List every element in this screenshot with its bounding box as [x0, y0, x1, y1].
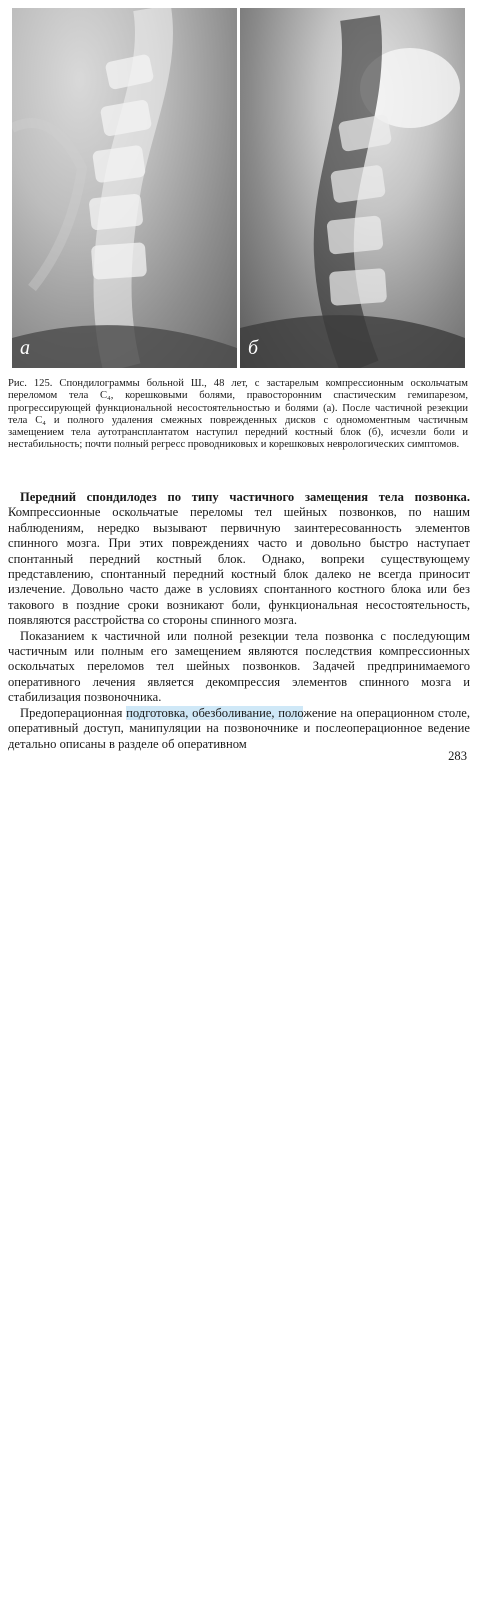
radiograph-panel-a [12, 8, 237, 368]
panel-b-label: б [248, 337, 259, 359]
paragraph-3-start: Предоперационная [20, 705, 127, 720]
section-heading: Передний спондилодез по типу частичного замещения тела позвонка. [20, 490, 470, 504]
radiograph-panel-b [240, 8, 465, 368]
paragraph-1 [8, 490, 470, 629]
page-number: 283 [448, 749, 467, 763]
paragraph-3 [8, 706, 470, 752]
panel-a-label: а [20, 337, 30, 359]
paragraph-1-text: Компрессионные оскольчатые переломы тел шейных позвонков, по нашим наблюдениям, нередко вызывают первичную заинтересованность элементов спинного мозга. При этих повреждениях часто и довольно быстро наступает спонтанный передний костный блок. Однако, вопреки существующему представлению, спонтанный передний костный блок далеко не всегда приносит излечение. Довольно часто даже в условиях спонтанного костного блока или без такового в поздние сроки возникают боли, функциональная несостоятельность, появляются расстройства со стороны спинного мозга. [8, 505, 470, 628]
spine-radiograph-a [12, 8, 237, 368]
paragraph-3-end: жение на операционном столе, оперативный доступ, манипуляции на позвоночнике и послеоперационное ведение детально описаны в разделе об оперативном [8, 705, 470, 751]
paragraph-2: Показанием к частичной или полной резекции тела позвонка с последующим частичным или полным его замещением являются последствия компрессионных оскольчатых переломов тел шейных позвонков. Задачей предпринимаемого оперативного лечения является декомпрессия элементов спинного мозга и стабилизация позвоночника. [8, 628, 470, 705]
figure-caption [8, 378, 468, 452]
spine-radiograph-b [240, 8, 465, 368]
caption-text: Рис. 125. Спондилограммы больной Ш., 48 лет, с застарелым компрессионным оскольчатым переломом тела C₄, корешковыми болями, правосторонним спастическим гемипарезом, прогрессирующей функциональной несостоятельностью и болями (а). После частичной резекции тела C₄ и полного удаления смежных поврежденных дисков с одномоментным частичным замещением тела аутотрансплантатом наступил передний костный блок (б), исчезли боли и нестабильность; почти полный регресс проводниковых и корешковых неврологических симптомов. [8, 378, 468, 451]
text-highlight[interactable]: подготовка, обезболивание, поло [126, 705, 304, 720]
radiograph-figure [7, 8, 467, 373]
body-text [8, 490, 470, 752]
